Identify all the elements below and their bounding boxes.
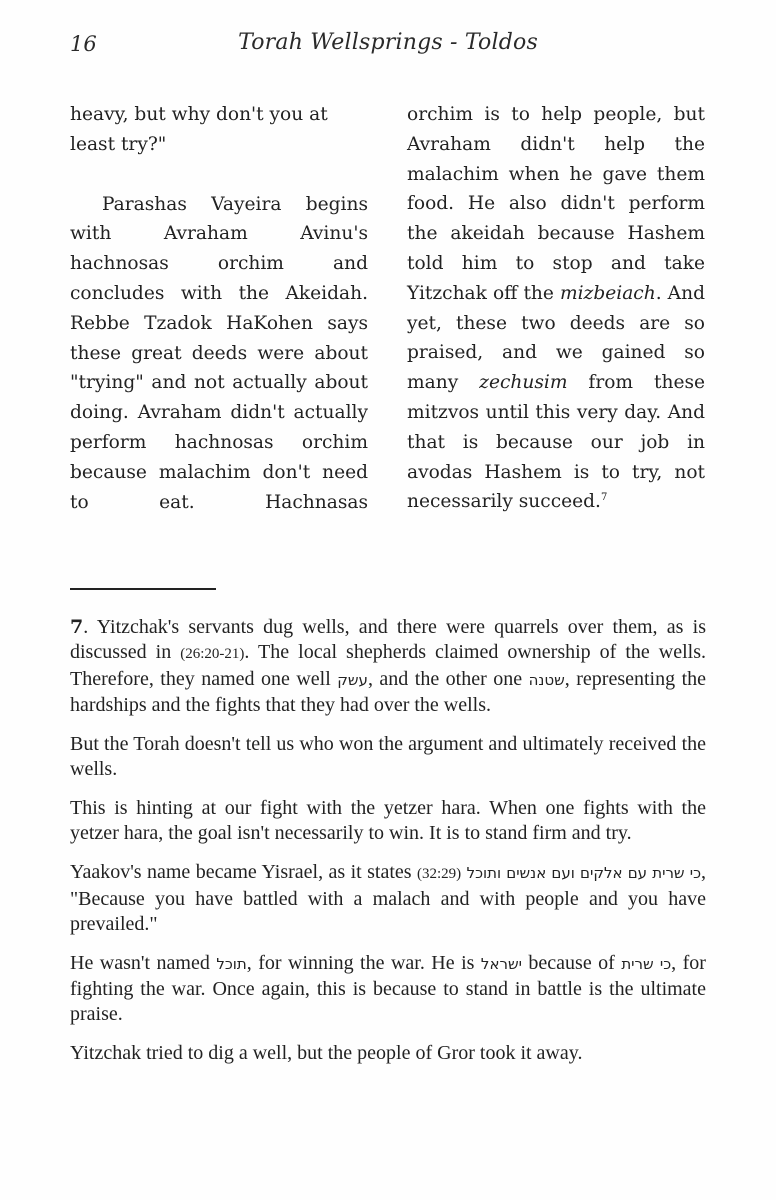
footnote-divider <box>70 588 216 590</box>
footnote-7 <box>70 615 706 718</box>
paragraph-vayeira: Parashas Vayeira begins with Avraham Avinu's hachnosas orchim and concludes with the Akeidah. Rebbe Tzadok HaKohen says these great deeds were about "trying" and not actually about doing. Avraham didn't actually perform hachnosas orchim because malachim don't need to eat. Hachnasas <box>70 193 368 513</box>
hebrew-term: תוכל <box>216 955 247 973</box>
right-column <box>407 100 705 517</box>
text-span: , for fighting the war. Once again, this is because to stand in battle is the ultimate praise. <box>70 952 706 1025</box>
footnotes-section <box>70 615 706 1080</box>
text-span: . And yet, these two deeds are so praised, and we gained so many <box>407 282 705 394</box>
text-span: orchim is to help people, but Avraham didn't help the malachim when he gave them food. He also didn't perform the akeidah because Hashem told him to stop and take Yitzchak off the <box>407 104 705 304</box>
text-span: because of <box>521 952 622 974</box>
paragraph-continuation: heavy, but why don't you at least try?" <box>70 104 328 155</box>
italic-term-zechusim: zechusim <box>479 372 568 394</box>
running-header <box>70 28 706 64</box>
verse-reference: (32:29) <box>416 866 462 882</box>
text-span: from these mitzvos until this very day. And that is because our job in avodas Hashem is to try, not necessarily succeed. <box>407 372 705 513</box>
italic-term-mizbeiach: mizbeiach <box>559 282 656 304</box>
hebrew-term: שטנה <box>528 671 565 689</box>
verse-reference: (26:20-21) <box>180 646 245 662</box>
text-span: . The local shepherds claimed ownership of the wells. Therefore, they named one well <box>70 641 707 690</box>
page-number: 16 <box>70 32 97 56</box>
footnote-paragraph <box>70 951 706 1027</box>
hebrew-term: עשק <box>337 671 368 689</box>
paragraph-gap <box>70 160 368 190</box>
text-span: , and the other one <box>367 668 529 690</box>
left-column <box>70 100 368 517</box>
running-title: Torah Wellsprings - Toldos <box>238 30 538 55</box>
text-span: , "Because you have battled with a malach and with people and you have prevailed." <box>70 861 707 935</box>
hebrew-quote: כי שרית עם אלקים ועם אנשים ותוכל <box>466 864 702 882</box>
text-span: Yaakov's name became Yisrael, as it states <box>70 861 417 883</box>
footnote-paragraph: Yitzchak tried to dig a well, but the people of Gror took it away. <box>70 1042 583 1064</box>
text-span: , representing the hardships and the fights that they had over the wells. <box>70 668 707 716</box>
footnote-paragraph: But the Torah doesn't tell us who won the argument and ultimately received the wells. <box>70 733 706 780</box>
hebrew-term: ישראל <box>480 955 522 973</box>
hebrew-term: כי שרית <box>621 955 672 973</box>
footnote-paragraph <box>70 860 706 937</box>
footnote-number: 7 <box>70 616 84 638</box>
footnote-marker[interactable]: 7 <box>600 492 608 504</box>
text-span: , for winning the war. He is <box>246 952 481 974</box>
paragraph-orchim <box>407 100 705 517</box>
text-span: He wasn't named <box>70 952 217 974</box>
text-span: . Yitzchak's servants dug wells, and there were quarrels over them, as is discussed in <box>70 616 706 663</box>
footnote-paragraph: This is hinting at our fight with the yetzer hara. When one fights with the yetzer hara, the goal isn't necessarily to win. It is to stand firm and try. <box>70 797 706 844</box>
